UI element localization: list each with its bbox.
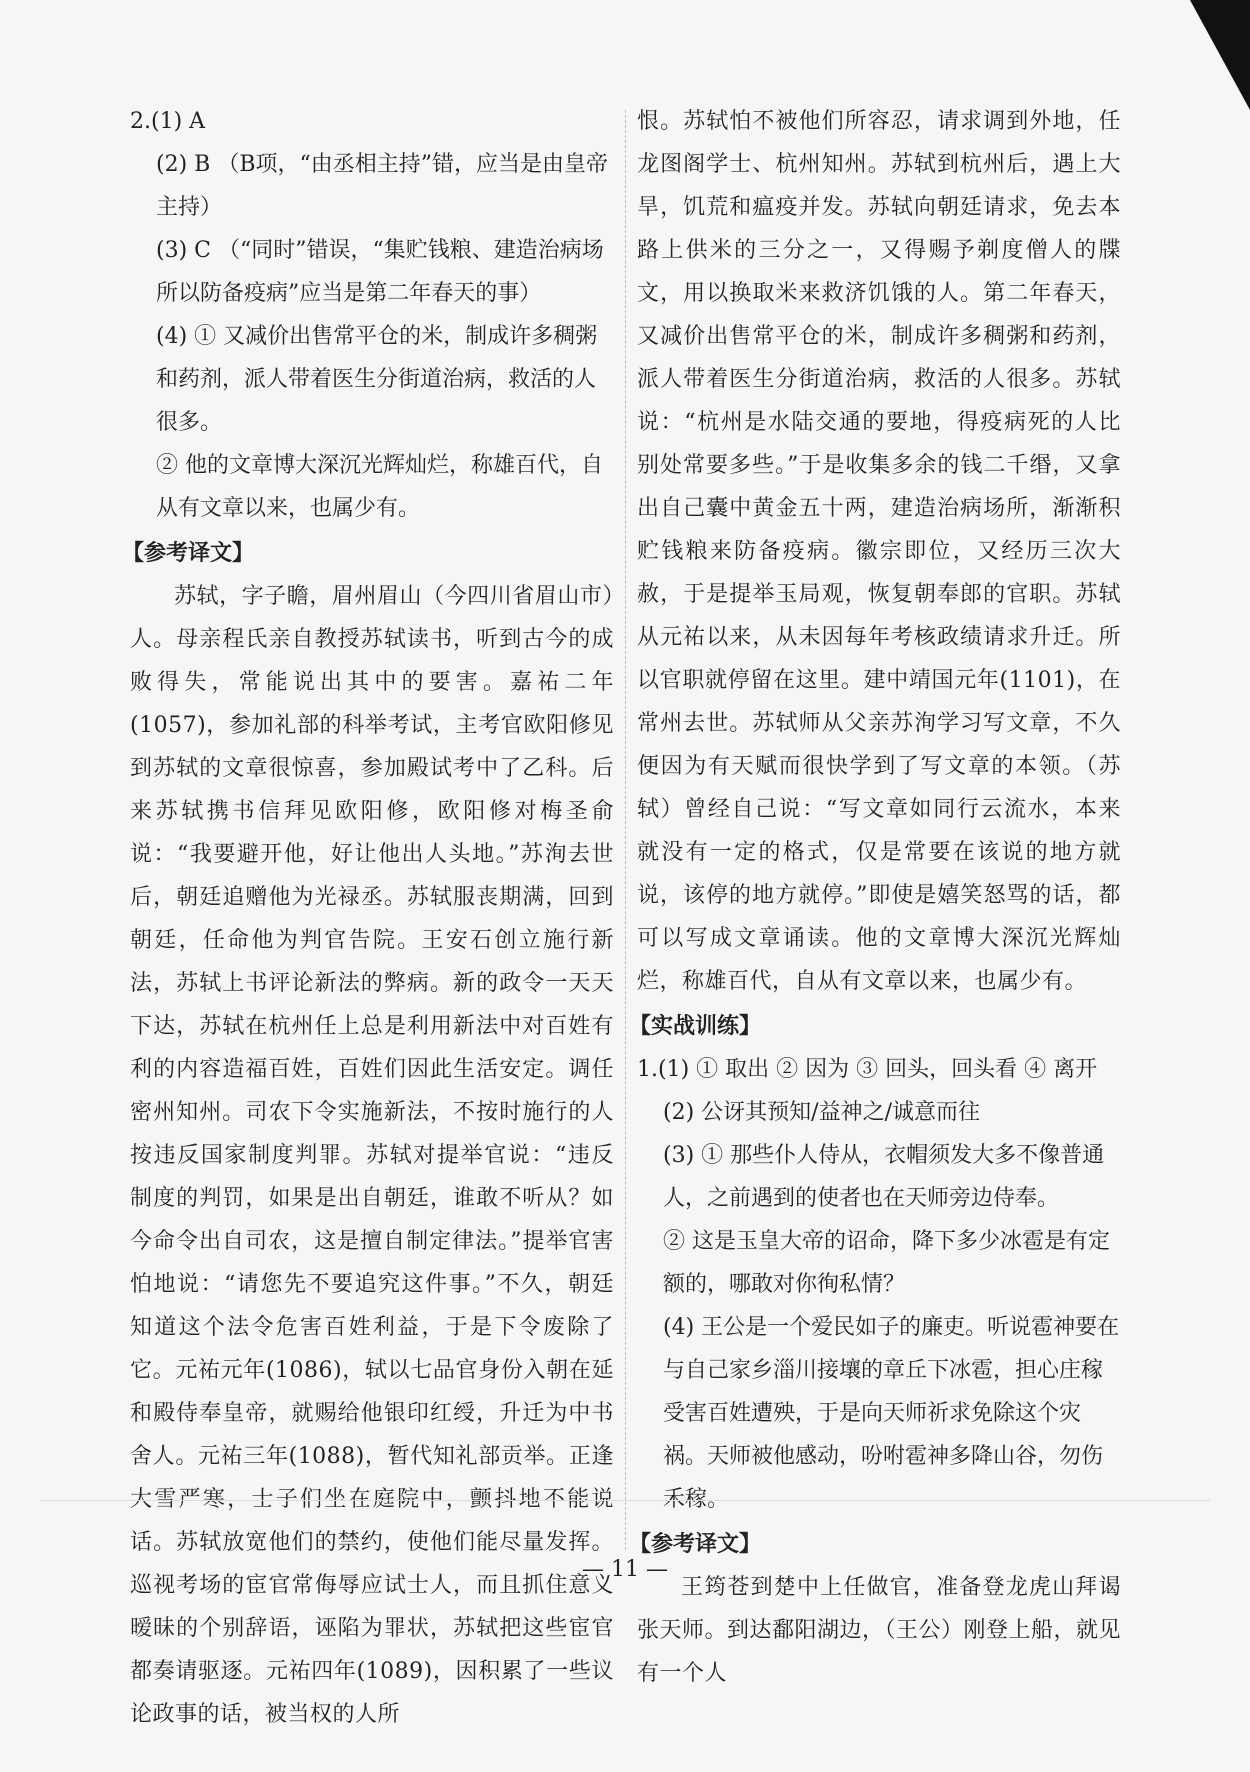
- answer-q1-line1: 1.(1) ① 取出 ② 因为 ③ 回头，回头看 ④ 离开: [637, 1057, 1098, 1082]
- answer-q2-line1: 2.(1) A: [130, 109, 206, 134]
- translation-text: 苏轼，字子瞻，眉州眉山（今四川省眉山市）人。母亲程氏亲自教授苏轼读书，听到古今的成败得失，常能说出其中的要害。嘉祐二年(1057)，参加礼部的科举考试，主考官欧阳修见到苏轼的文章很惊喜，参加殿试考中了乙科。后来苏轼携书信拜见欧阳修，欧阳修对梅圣俞说：“我要避开他，好让他出人头地。”苏洵去世后，朝廷追赠他为光禄丞。苏轼服丧期满，回到朝廷，任命他为判官告院。王安石创立施行新法，苏轼上书评论新法的弊病。新的政令一天天下达，苏轼在杭州任上总是利用新法中对百姓有利的内容造福百姓，百姓们因此生活安定。调任密州知州。司农下令实施新法，不按时施行的人按违反国家制度判罪。苏轼对提举官说：“违反制度的判罚，如果是出自朝廷，谁敢不听从？如今命令出自司农，这是擅自制定律法。”提举官害怕地说：“请您先不要追究这件事。”不久，朝廷知道这个法令危害百姓利益，于是下令废除了它。元祐元年(1086)，轼以七品官身份入朝在延和殿侍奉皇帝，就赐给他银印红绶，升迁为中书舍人。元祐三年(1088)，暂代知礼部贡举。正逢大雪严寒，士子们坐在庭院中，颤抖地不能说话。苏轼放宽他们的禁约，使他们能尽量发挥。巡视考场的宦官常侮辱应试士人，而且抓住意义暧昧的个别辞语，诬陷为罪状，苏轼把这些宦官都奏请驱逐。元祐四年(1089)，因积累了一些议论政事的话，被当权的人所: [130, 584, 614, 1727]
- section-title-reference-translation: 【参考译文】: [122, 540, 255, 566]
- right-column: [629, 100, 1122, 1686]
- answer-q2-part2: (2) B （B项，“由丞相主持”错，应当是由皇帝主持）: [156, 152, 608, 220]
- corner-tab-mark: [1190, 0, 1250, 110]
- answer-q1-part3-2: ② 这是玉皇大帝的诏命，降下多少冰雹是有定额的，哪敢对你徇私情？: [663, 1229, 1110, 1297]
- page-number: — 11 —: [582, 1557, 668, 1582]
- answer-q1-part4: (4) 王公是一个爱民如子的廉吏。听说雹神要在与自己家乡淄川接壤的章丘下冰雹，担心庄稼受害百姓遭殃，于是向天师祈求免除这个灾祸。天师被他感动，吩咐雹神多降山谷，勿伤禾稼。: [663, 1315, 1120, 1512]
- answer-q2-part3: (3) C （“同时”错误，“集贮钱粮、建造治病场所以防备疫病”应当是第二年春天的事）: [156, 238, 604, 306]
- translation-2-text: 王筠苍到楚中上任做官，准备登龙虎山拜谒张天师。到达鄱阳湖边，（王公）刚登上船，就见有一个人: [637, 1575, 1122, 1686]
- section-title-practice: 【实战训练】: [629, 1013, 762, 1039]
- answer-q1-part2: (2) 公讶其预知/益神之/诚意而往: [663, 1100, 980, 1125]
- section-title-reference-translation-2: 【参考译文】: [629, 1531, 762, 1557]
- bottom-rule: [40, 1500, 1210, 1501]
- answer-q2-part4: (4) ① 又减价出售常平仓的米，制成许多稠粥和药剂，派人带着医生分街道治病，救活的人很多。: [156, 324, 598, 435]
- answer-q2-part4-2: ② 他的文章博大深沉光辉灿烂，称雄百代，自从有文章以来，也属少有。: [156, 453, 603, 521]
- answer-q1-part3: (3) ① 那些仆人侍从，衣帽须发大多不像普通人，之前遇到的使者也在天师旁边侍奉。: [663, 1143, 1105, 1211]
- column-divider: [625, 110, 626, 1550]
- left-column: [122, 100, 614, 1727]
- translation-continued-text: 恨。苏轼怕不被他们所容忍，请求调到外地，任龙图阁学士、杭州知州。苏轼到杭州后，遇上大旱，饥荒和瘟疫并发。苏轼向朝廷请求，免去本路上供米的三分之一，又得赐予剃度僧人的牒文，用以换取米来救济饥饿的人。第二年春天，又减价出售常平仓的米，制成许多稠粥和药剂，派人带着医生分街道治病，救活的人很多。苏轼说：“杭州是水陆交通的要地，得疫病死的人比别处常要多些。”于是收集多余的钱二千缗，又拿出自己囊中黄金五十两，建造治病场所，渐渐积贮钱粮来防备疫病。徽宗即位，又经历三次大赦，于是提举玉局观，恢复朝奉郎的官职。苏轼从元祐以来，从未因每年考核政绩请求升迁。所以官职就停留在这里。建中靖国元年(1101)，在常州去世。苏轼师从父亲苏洵学习写文章，不久便因为有天赋而很快学到了写文章的本领。（苏轼）曾经自己说：“写文章如同行云流水，本来就没有一定的格式，仅是常要在该说的地方就说，该停的地方就停。”即使是嬉笑怒骂的话，都可以写成文章诵读。他的文章博大深沉光辉灿烂，称雄百代，自从有文章以来，也属少有。: [637, 109, 1121, 994]
